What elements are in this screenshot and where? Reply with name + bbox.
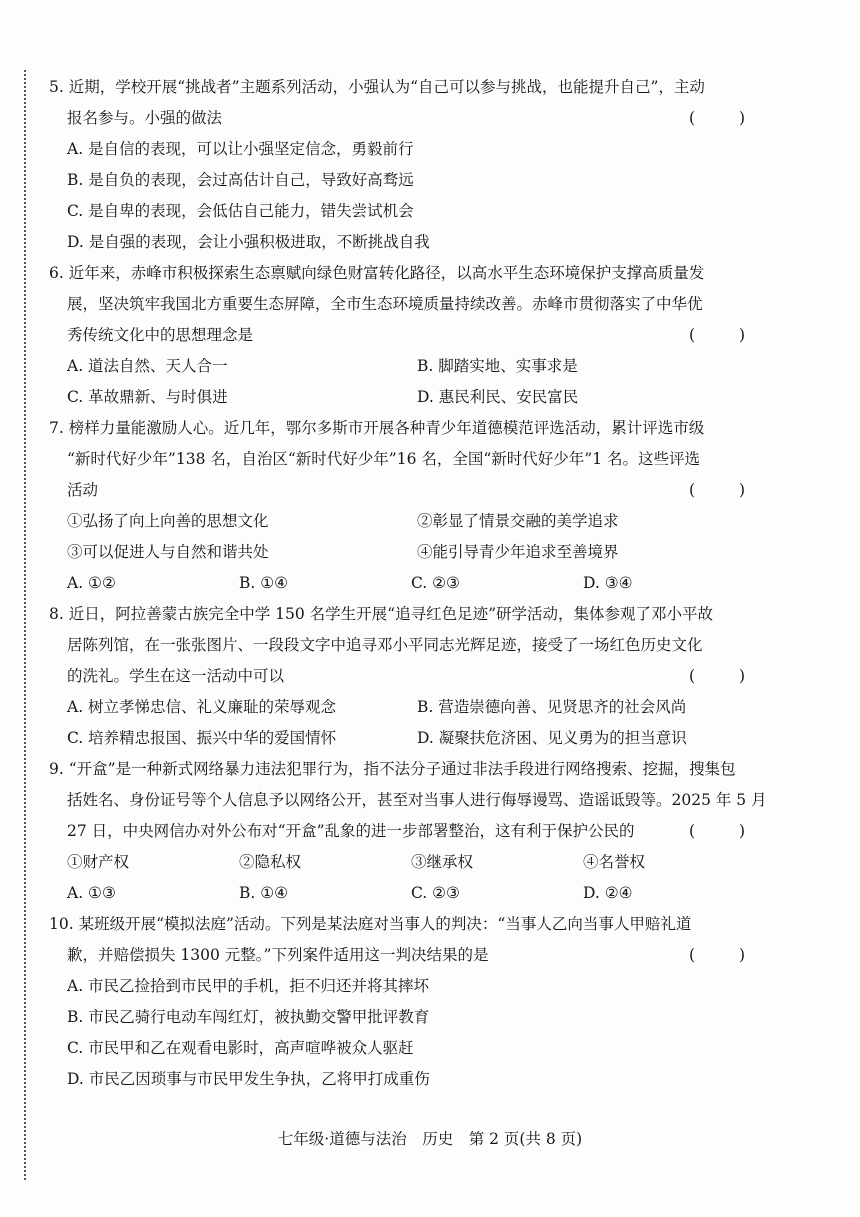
option-a: A. 市民乙捡拾到市民甲的手机，拒不归还并将其摔坏 (67, 977, 430, 995)
option-b: B. ①④ (239, 884, 289, 902)
option-a: A. 道法自然、天人合一 (67, 357, 228, 375)
option-c: C. ②③ (411, 574, 460, 592)
option-b: B. 市民乙骑行电动车闯红灯，被执勤交警甲批评教育 (67, 1008, 430, 1026)
question-6 (45, 258, 745, 413)
option-b: B. 是自负的表现，会过高估计自己，导致好高骛远 (67, 171, 414, 189)
option-d: D. 惠民利民、安民富民 (417, 388, 579, 406)
option-a: A. 树立孝悌忠信、礼义廉耻的荣辱观念 (67, 698, 337, 716)
statement-3: ③继承权 (411, 853, 474, 871)
option-b: B. 营造崇德向善、见贤思齐的社会风尚 (417, 698, 687, 716)
question-stem: 8. 近日，阿拉善蒙古族完全中学 150 名学生开展“追寻红色足迹”研学活动，集体参观了邓小平故 (49, 605, 714, 623)
option-row (45, 723, 745, 754)
question-stem-line (45, 816, 745, 847)
option-c: C. 是自卑的表现，会低估自己能力，错失尝试机会 (67, 202, 414, 220)
question-stem-line (45, 475, 745, 506)
answer-parentheses[interactable]: ( ) (689, 822, 745, 840)
statement-4: ④名誉权 (583, 853, 646, 871)
page-footer: 七年级·道德与法治 历史 第 2 页(共 8 页) (277, 1130, 583, 1148)
question-8 (45, 599, 745, 754)
question-stem-text: 报名参与。小强的做法 (67, 109, 223, 127)
question-stem: 10. 某班级开展“模拟法庭”活动。下列是某法庭对当事人的判决：“当事人乙向当事人甲赔礼道 (49, 915, 692, 933)
option-row (45, 878, 745, 909)
question-stem-text: 活动 (67, 481, 99, 499)
answer-parentheses[interactable]: ( ) (689, 109, 745, 127)
question-stem: 居陈列馆，在一张张图片、一段段文字中追寻邓小平同志光辉足迹，接受了一场红色历史文化 (67, 636, 703, 654)
answer-parentheses[interactable]: ( ) (689, 326, 745, 344)
option-b: B. ①④ (239, 574, 289, 592)
option-d: D. ②④ (583, 884, 633, 902)
statement-1: ①弘扬了向上向善的思想文化 (67, 512, 269, 530)
exam-page (45, 72, 767, 1095)
question-9 (45, 754, 767, 909)
question-5 (45, 72, 745, 258)
option-c: C. 市民甲和乙在观看电影时，高声喧哗被众人驱赶 (67, 1039, 414, 1057)
statement-row (45, 506, 745, 537)
question-stem: 9. “开盒”是一种新式网络暴力违法犯罪行为，指不法分子通过非法手段进行网络搜索、挖掘，搜集包 (49, 760, 736, 778)
option-c: C. 培养精忠报国、振兴中华的爱国情怀 (67, 729, 337, 747)
binding-margin-line (24, 70, 26, 1180)
question-stem-line (45, 320, 745, 351)
question-stem: 6. 近年来，赤峰市积极探索生态禀赋向绿色财富转化路径，以高水平生态环境保护支撑高质量发 (49, 264, 705, 282)
statement-row (45, 847, 745, 878)
option-d: D. 市民乙因琐事与市民甲发生争执，乙将甲打成重伤 (67, 1070, 430, 1088)
question-stem: 展，坚决筑牢我国北方重要生态屏障，全市生态环境质量持续改善。赤峰市贯彻落实了中华优 (67, 295, 703, 313)
option-d: D. 是自强的表现，会让小强积极进取，不断挑战自我 (67, 233, 430, 251)
statement-4: ④能引导青少年追求至善境界 (417, 543, 619, 561)
question-stem-text: 秀传统文化中的思想理念是 (67, 326, 254, 344)
option-c: C. 革故鼎新、与时俱进 (67, 388, 228, 406)
option-a: A. ①② (67, 574, 116, 592)
option-c: C. ②③ (411, 884, 460, 902)
question-stem-line (45, 661, 745, 692)
question-stem: 括姓名、身份证号等个人信息予以网络公开，甚至对当事人进行侮辱谩骂、造谣诋毁等。2025 年 5 月 (67, 791, 767, 809)
question-stem-text: 27 日，中央网信办对外公布对“开盒”乱象的进一步部署整治，这有利于保护公民的 (67, 822, 635, 840)
question-stem: “新时代好少年”138 名，自治区“新时代好少年”16 名，全国“新时代好少年”1 名。这些评选 (67, 450, 700, 468)
question-7 (45, 413, 745, 599)
question-stem: 7. 榜样力量能激励人心。近几年，鄂尔多斯市开展各种青少年道德模范评选活动，累计评选市级 (49, 419, 705, 437)
statement-2: ②彰显了情景交融的美学追求 (417, 512, 619, 530)
question-10 (45, 909, 745, 1095)
answer-parentheses[interactable]: ( ) (689, 946, 745, 964)
statement-1: ①财产权 (67, 853, 130, 871)
option-a: A. 是自信的表现，可以让小强坚定信念，勇毅前行 (67, 140, 414, 158)
statement-row (45, 537, 745, 568)
statement-2: ②隐私权 (239, 853, 302, 871)
option-d: D. 凝聚扶危济困、见义勇为的担当意识 (417, 729, 687, 747)
question-stem-text: 的洗礼。学生在这一活动中可以 (67, 667, 285, 685)
answer-parentheses[interactable]: ( ) (689, 667, 745, 685)
question-stem: 5. 近期，学校开展“挑战者”主题系列活动，小强认为“自己可以参与挑战，也能提升自己”，主动 (49, 78, 705, 96)
option-d: D. ③④ (583, 574, 633, 592)
question-stem-line (45, 103, 745, 134)
option-a: A. ①③ (67, 884, 116, 902)
question-stem-text: 歉，并赔偿损失 1300 元整。”下列案件适用这一判决结果的是 (67, 946, 489, 964)
statement-3: ③可以促进人与自然和谐共处 (67, 543, 269, 561)
option-row (45, 692, 745, 723)
option-row (45, 382, 745, 413)
option-b: B. 脚踏实地、实事求是 (417, 357, 578, 375)
option-row (45, 351, 745, 382)
question-stem-line (45, 940, 745, 971)
answer-parentheses[interactable]: ( ) (689, 481, 745, 499)
option-row (45, 568, 745, 599)
